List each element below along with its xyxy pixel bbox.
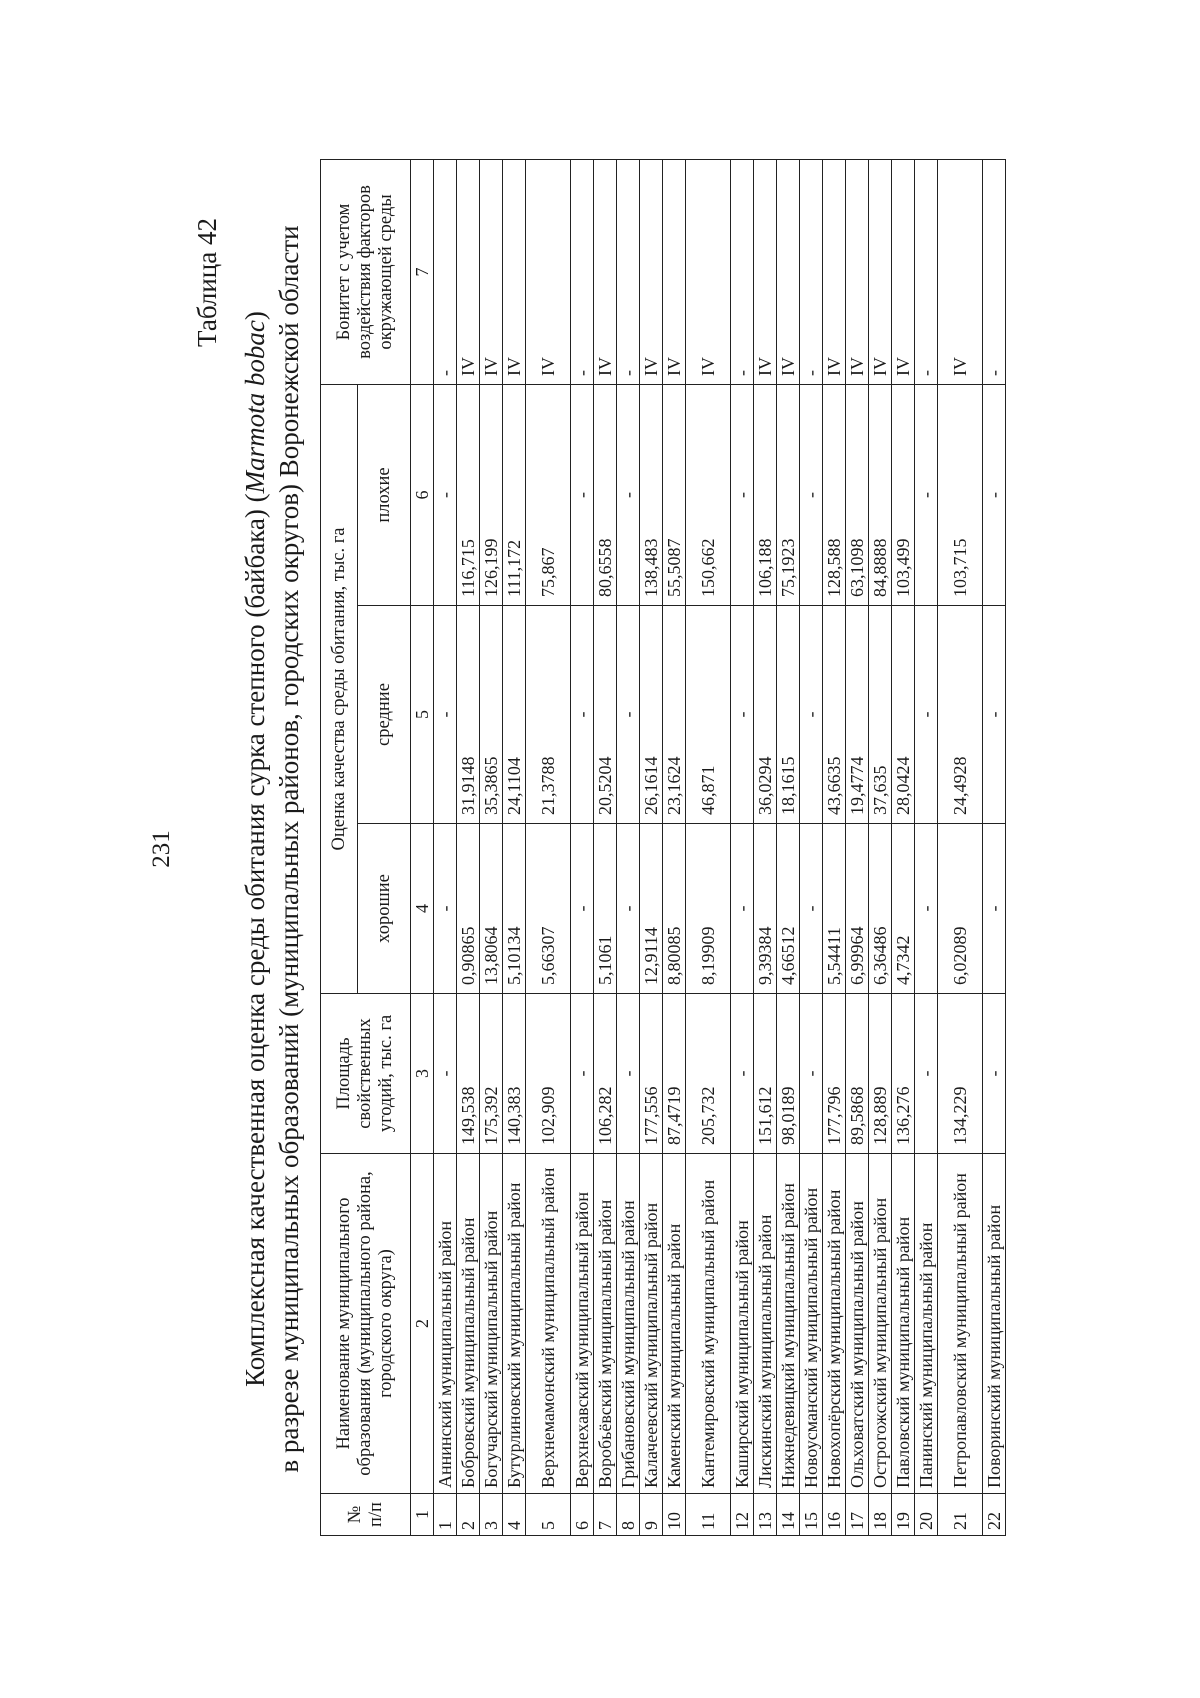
district-name: Нижнедевицкий муниципальный район <box>777 1154 800 1494</box>
header-medium: средние <box>358 606 411 824</box>
table-row <box>526 159 571 1535</box>
table-row <box>457 159 480 1535</box>
table-label: Таблица 42 <box>192 218 222 347</box>
area-value: 128,889 <box>869 994 892 1154</box>
bonitet-value: - <box>434 159 457 384</box>
good-value: 4,66512 <box>777 824 800 994</box>
habitat-assessment-table <box>320 159 1006 1536</box>
area-value: 205,732 <box>686 994 731 1154</box>
district-name: Верхнемамонский муниципальный район <box>526 1154 571 1494</box>
table-row <box>777 159 800 1535</box>
good-value: 4,7342 <box>892 824 915 994</box>
bonitet-value: IV <box>938 159 983 384</box>
table-row <box>617 159 640 1535</box>
title-line-1-prefix: Комплексная качественная оценка среды обитания сурка степного (байбака) ( <box>240 493 270 1387</box>
row-number: 21 <box>938 1494 983 1536</box>
district-name: Бутурлиновский муниципальный район <box>503 1154 526 1494</box>
medium-value: 37,635 <box>869 606 892 824</box>
area-value: 151,612 <box>754 994 777 1154</box>
row-number: 15 <box>800 1494 823 1536</box>
header-no: № п/п <box>321 1494 411 1536</box>
good-value: - <box>983 824 1006 994</box>
bad-value: 116,715 <box>457 384 480 605</box>
bad-value: - <box>983 384 1006 605</box>
district-name: Лискинский муниципальный район <box>754 1154 777 1494</box>
district-name: Острогожский муниципальный район <box>869 1154 892 1494</box>
good-value: 5,66307 <box>526 824 571 994</box>
document-title <box>238 0 306 1698</box>
good-value: - <box>915 824 938 994</box>
district-name: Новоусманский муниципальный район <box>800 1154 823 1494</box>
column-number-row <box>411 159 434 1535</box>
area-value: - <box>617 994 640 1154</box>
column-number: 2 <box>411 1154 434 1494</box>
bonitet-value: - <box>915 159 938 384</box>
header-name: Наименование муниципального образования (муниципального района, городского округа) <box>321 1154 411 1494</box>
bonitet-value: IV <box>457 159 480 384</box>
bonitet-value: IV <box>754 159 777 384</box>
column-number: 7 <box>411 159 434 384</box>
medium-value: - <box>915 606 938 824</box>
good-value: 5,1061 <box>594 824 617 994</box>
good-value: - <box>731 824 754 994</box>
bonitet-value: - <box>617 159 640 384</box>
district-name: Бобровский муниципальный район <box>457 1154 480 1494</box>
table-row <box>754 159 777 1535</box>
medium-value: 18,1615 <box>777 606 800 824</box>
row-number: 17 <box>846 1494 869 1536</box>
bad-value: 55,5087 <box>663 384 686 605</box>
bonitet-value: IV <box>777 159 800 384</box>
medium-value: 21,3788 <box>526 606 571 824</box>
row-number: 3 <box>480 1494 503 1536</box>
good-value: 8,80085 <box>663 824 686 994</box>
bad-value: - <box>915 384 938 605</box>
good-value: 8,19909 <box>686 824 731 994</box>
row-number: 13 <box>754 1494 777 1536</box>
bad-value: 103,715 <box>938 384 983 605</box>
species-latin-name: Marmota bobac <box>240 320 270 494</box>
district-name: Новохопёрский муниципальный район <box>823 1154 846 1494</box>
table-row <box>686 159 731 1535</box>
header-bonitet: Бонитет с учетом воздействия факторов окружающей среды <box>321 159 411 384</box>
table-row <box>731 159 754 1535</box>
bonitet-value: IV <box>686 159 731 384</box>
good-value: - <box>800 824 823 994</box>
area-value: 134,229 <box>938 994 983 1154</box>
row-number: 20 <box>915 1494 938 1536</box>
good-value: - <box>617 824 640 994</box>
column-number: 3 <box>411 994 434 1154</box>
bad-value: - <box>617 384 640 605</box>
header-good: хорошие <box>358 824 411 994</box>
bonitet-value: - <box>731 159 754 384</box>
table-row <box>480 159 503 1535</box>
good-value: 13,8064 <box>480 824 503 994</box>
area-value: 177,556 <box>640 994 663 1154</box>
area-value: - <box>571 994 594 1154</box>
good-value: 6,02089 <box>938 824 983 994</box>
good-value: 6,36486 <box>869 824 892 994</box>
table-row <box>640 159 663 1535</box>
column-number: 4 <box>411 824 434 994</box>
table-row <box>800 159 823 1535</box>
district-name: Воробьёвский муниципальный район <box>594 1154 617 1494</box>
table-row <box>571 159 594 1535</box>
page-number: 231 <box>148 830 175 868</box>
district-name: Богучарский муниципальный район <box>480 1154 503 1494</box>
bad-value: 75,1923 <box>777 384 800 605</box>
medium-value: 24,1104 <box>503 606 526 824</box>
row-number: 18 <box>869 1494 892 1536</box>
table-header-row <box>321 159 358 1535</box>
medium-value: - <box>983 606 1006 824</box>
bonitet-value: - <box>800 159 823 384</box>
bonitet-value: IV <box>480 159 503 384</box>
medium-value: 31,9148 <box>457 606 480 824</box>
table-row <box>434 159 457 1535</box>
medium-value: 24,4928 <box>938 606 983 824</box>
column-number: 6 <box>411 384 434 605</box>
table-row <box>503 159 526 1535</box>
good-value: 12,9114 <box>640 824 663 994</box>
area-value: 87,4719 <box>663 994 686 1154</box>
row-number: 10 <box>663 1494 686 1536</box>
bad-value: 111,172 <box>503 384 526 605</box>
header-bad: плохие <box>358 384 411 605</box>
bonitet-value: IV <box>503 159 526 384</box>
bad-value: - <box>800 384 823 605</box>
row-number: 14 <box>777 1494 800 1536</box>
bad-value: 128,588 <box>823 384 846 605</box>
area-value: 136,276 <box>892 994 915 1154</box>
table-row <box>594 159 617 1535</box>
area-value: 177,796 <box>823 994 846 1154</box>
bad-value: 63,1098 <box>846 384 869 605</box>
column-number: 5 <box>411 606 434 824</box>
good-value: - <box>434 824 457 994</box>
bonitet-value: - <box>571 159 594 384</box>
bonitet-value: - <box>983 159 1006 384</box>
area-value: - <box>983 994 1006 1154</box>
area-value: - <box>915 994 938 1154</box>
good-value: - <box>571 824 594 994</box>
bonitet-value: IV <box>823 159 846 384</box>
good-value: 0,90865 <box>457 824 480 994</box>
district-name: Павловский муниципальный район <box>892 1154 915 1494</box>
area-value: 102,909 <box>526 994 571 1154</box>
bad-value: - <box>571 384 594 605</box>
medium-value: - <box>571 606 594 824</box>
district-name: Поворинский муниципальный район <box>983 1154 1006 1494</box>
row-number: 16 <box>823 1494 846 1536</box>
row-number: 6 <box>571 1494 594 1536</box>
row-number: 8 <box>617 1494 640 1536</box>
medium-value: 19,4774 <box>846 606 869 824</box>
table-row <box>663 159 686 1535</box>
area-value: 140,383 <box>503 994 526 1154</box>
medium-value: 43,6635 <box>823 606 846 824</box>
district-name: Аннинский муниципальный район <box>434 1154 457 1494</box>
bonitet-value: IV <box>526 159 571 384</box>
bonitet-value: IV <box>869 159 892 384</box>
bad-value: 138,483 <box>640 384 663 605</box>
good-value: 9,39384 <box>754 824 777 994</box>
district-name: Каширский муниципальный район <box>731 1154 754 1494</box>
bad-value: 126,199 <box>480 384 503 605</box>
good-value: 6,99964 <box>846 824 869 994</box>
table-row <box>915 159 938 1535</box>
area-value: 175,392 <box>480 994 503 1154</box>
medium-value: 46,871 <box>686 606 731 824</box>
bad-value: 150,662 <box>686 384 731 605</box>
medium-value: - <box>731 606 754 824</box>
bonitet-value: IV <box>663 159 686 384</box>
bad-value: 80,6558 <box>594 384 617 605</box>
title-line-1-suffix: ) <box>240 311 270 321</box>
row-number: 4 <box>503 1494 526 1536</box>
header-area: Площадь свойственных угодий, тыс. га <box>321 994 411 1154</box>
area-value: 106,282 <box>594 994 617 1154</box>
district-name: Верхнехавский муниципальный район <box>571 1154 594 1494</box>
column-number: 1 <box>411 1494 434 1536</box>
row-number: 12 <box>731 1494 754 1536</box>
title-line-1 <box>238 0 272 1698</box>
bad-value: 103,499 <box>892 384 915 605</box>
bonitet-value: IV <box>640 159 663 384</box>
table-row <box>846 159 869 1535</box>
good-value: 5,54411 <box>823 824 846 994</box>
table-row <box>938 159 983 1535</box>
district-name: Панинский муниципальный район <box>915 1154 938 1494</box>
table-row <box>892 159 915 1535</box>
area-value: 89,5868 <box>846 994 869 1154</box>
row-number: 5 <box>526 1494 571 1536</box>
row-number: 11 <box>686 1494 731 1536</box>
bad-value: 106,188 <box>754 384 777 605</box>
area-value: - <box>434 994 457 1154</box>
area-value: 149,538 <box>457 994 480 1154</box>
bad-value: 75,867 <box>526 384 571 605</box>
row-number: 2 <box>457 1494 480 1536</box>
medium-value: 35,3865 <box>480 606 503 824</box>
area-value: 98,0189 <box>777 994 800 1154</box>
district-name: Калачеевский муниципальный район <box>640 1154 663 1494</box>
table-row <box>869 159 892 1535</box>
district-name: Ольховатский муниципальный район <box>846 1154 869 1494</box>
medium-value: 26,1614 <box>640 606 663 824</box>
bad-value: - <box>731 384 754 605</box>
district-name: Кантемировский муниципальный район <box>686 1154 731 1494</box>
district-name: Каменский муниципальный район <box>663 1154 686 1494</box>
medium-value: 20,5204 <box>594 606 617 824</box>
good-value: 5,10134 <box>503 824 526 994</box>
row-number: 19 <box>892 1494 915 1536</box>
medium-value: - <box>800 606 823 824</box>
bonitet-value: IV <box>594 159 617 384</box>
medium-value: - <box>434 606 457 824</box>
row-number: 7 <box>594 1494 617 1536</box>
bad-value: 84,8888 <box>869 384 892 605</box>
table-row <box>983 159 1006 1535</box>
medium-value: - <box>617 606 640 824</box>
row-number: 22 <box>983 1494 1006 1536</box>
row-number: 1 <box>434 1494 457 1536</box>
district-name: Грибановский муниципальный район <box>617 1154 640 1494</box>
medium-value: 23,1624 <box>663 606 686 824</box>
bad-value: - <box>434 384 457 605</box>
area-value: - <box>800 994 823 1154</box>
area-value: - <box>731 994 754 1154</box>
header-quality-group: Оценка качества среды обитания, тыс. га <box>321 384 358 993</box>
medium-value: 28,0424 <box>892 606 915 824</box>
bonitet-value: IV <box>892 159 915 384</box>
title-line-2: в разрезе муниципальных образований (муниципальных районов, городских округов) Воронежской области <box>274 225 304 1473</box>
bonitet-value: IV <box>846 159 869 384</box>
district-name: Петропавловский муниципальный район <box>938 1154 983 1494</box>
row-number: 9 <box>640 1494 663 1536</box>
table-row <box>823 159 846 1535</box>
medium-value: 36,0294 <box>754 606 777 824</box>
